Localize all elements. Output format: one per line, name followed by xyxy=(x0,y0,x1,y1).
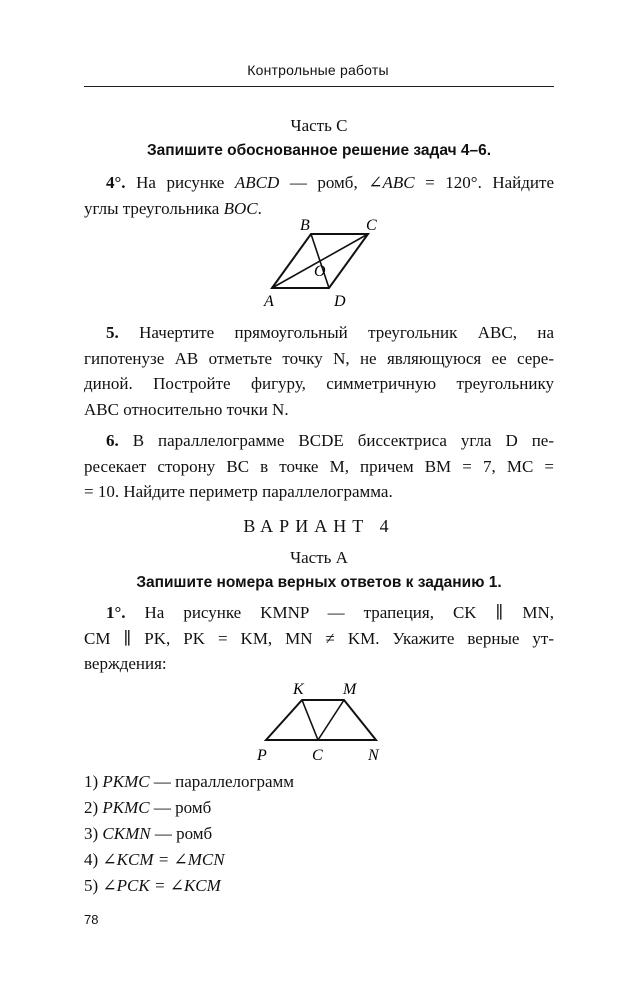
task-5-number: 5. xyxy=(106,323,119,342)
option-text: — ромб xyxy=(149,798,212,817)
task-4-angle: ∠ABC xyxy=(368,173,415,192)
label-n: N xyxy=(368,747,379,764)
task-4-text: углы треугольника xyxy=(84,198,224,218)
trapezoid-figure xyxy=(250,674,390,768)
task-4-boc: BOC xyxy=(223,198,258,218)
label-c2: C xyxy=(312,747,323,764)
part-a-instruction: Запишите номера верных ответов к заданию 1. xyxy=(136,574,502,591)
option-expr: PKMC xyxy=(102,798,150,817)
option-number: 3) xyxy=(84,824,99,843)
option-3 xyxy=(84,824,212,844)
label-m: M xyxy=(343,681,357,698)
label-k: K xyxy=(293,681,304,698)
task-5-line: ABC относительно точки N. xyxy=(84,399,289,419)
option-expr: ∠KCM = ∠MCN xyxy=(102,850,225,869)
task-4-text: . xyxy=(257,198,262,218)
option-expr: ∠PCK = ∠KCM xyxy=(102,876,221,895)
task-1 xyxy=(84,600,554,677)
segment-mc xyxy=(318,700,344,740)
task-6 xyxy=(84,428,554,505)
running-header: Контрольные работы xyxy=(247,62,389,78)
part-c-title: Часть С xyxy=(290,116,348,135)
label-o: O xyxy=(314,263,326,280)
page-number: 78 xyxy=(84,912,99,927)
task-5-line: Начертите прямоугольный треугольник ABC, на xyxy=(118,323,554,342)
task-4 xyxy=(84,170,554,221)
task-4-text: На рисунке xyxy=(125,173,235,192)
label-d: D xyxy=(334,293,346,310)
task-4-abcd: ABCD xyxy=(234,173,280,192)
task-6-line: ресекает сторону BC в точке M, причем BM = 7, MC = xyxy=(84,456,554,476)
option-number: 5) xyxy=(84,876,99,895)
header-rule xyxy=(84,86,554,87)
option-4 xyxy=(84,850,225,870)
label-c: C xyxy=(366,218,377,234)
option-expr: PKMC xyxy=(102,772,150,791)
task-6-line: В параллелограмме BCDE биссектриса угла D пе- xyxy=(118,431,554,450)
part-c-instruction: Запишите обоснованное решение задач 4–6. xyxy=(146,142,492,159)
task-1-line: верждения: xyxy=(84,654,167,673)
option-2 xyxy=(84,798,211,818)
option-number: 4) xyxy=(84,850,99,869)
task-4-number: 4°. xyxy=(106,173,126,192)
option-text: — ромб xyxy=(150,824,213,843)
rhombus-figure xyxy=(250,218,390,314)
label-a: A xyxy=(264,293,274,310)
task-6-number: 6. xyxy=(106,431,119,450)
option-5 xyxy=(84,876,221,896)
task-1-line: CM ∥ PK, PK = KM, MN ≠ KM. Укажите верные ут- xyxy=(84,628,554,648)
task-5-line: диной. Постройте фигуру, симметричную треугольнику xyxy=(84,374,554,393)
label-b: B xyxy=(300,218,310,234)
task-4-text: — ромб, xyxy=(279,173,369,192)
part-a-title: Часть А xyxy=(290,548,348,567)
task-4-text: = 120°. Найдите xyxy=(414,173,554,192)
task-6-line: = 10. Найдите периметр параллелограмма. xyxy=(84,482,393,501)
segment-kc xyxy=(302,700,318,740)
option-number: 1) xyxy=(84,772,99,791)
task-1-line: На рисунке KMNP — трапеция, CK ∥ MN, xyxy=(125,603,554,622)
option-number: 2) xyxy=(84,798,99,817)
option-expr: CKMN xyxy=(102,824,151,843)
task-1-number: 1°. xyxy=(106,603,126,622)
option-text: — параллелограмм xyxy=(149,772,295,791)
task-5-line: гипотенузе AB отметьте точку N, не являющуюся ее сере- xyxy=(84,348,554,368)
label-p: P xyxy=(257,747,267,764)
option-1 xyxy=(84,772,294,792)
task-5 xyxy=(84,320,554,422)
variant-heading: ВАРИАНТ 4 xyxy=(243,516,395,536)
